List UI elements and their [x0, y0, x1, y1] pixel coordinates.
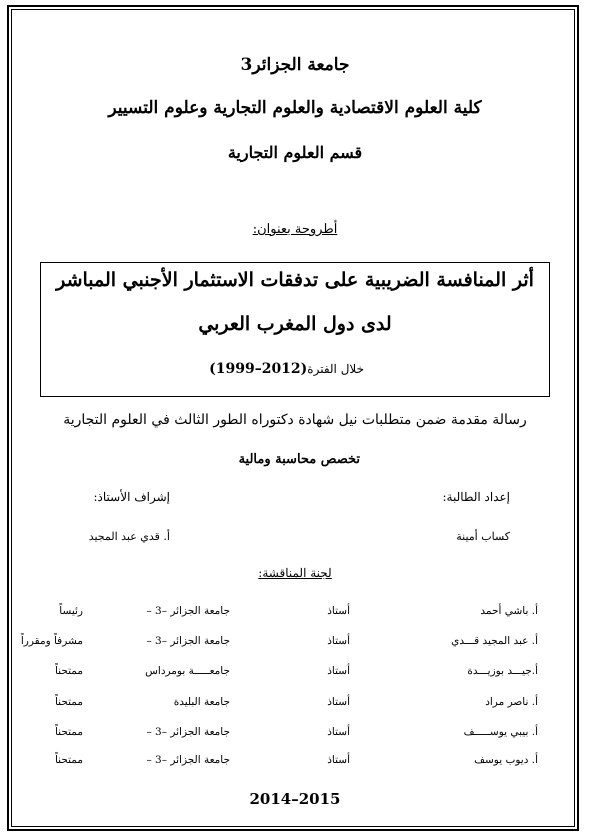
jury-title: أستاذ: [327, 605, 350, 617]
specialization: تخصص محاسبة ومالية: [238, 452, 360, 467]
jury-institution: جامعـــــة بومرداس: [145, 665, 230, 677]
student-label: إعداد الطالبة:: [442, 490, 510, 504]
thesis-description: رسالة مقدمة ضمن متطلبات نيل شهادة دكتوراه الطور الثالث في العلوم التجارية: [63, 412, 527, 428]
jury-title: أستاذ: [327, 635, 350, 647]
jury-row: [0, 605, 590, 623]
faculty-name: كلية العلوم الاقتصادية والعلوم التجارية وعلوم التسيير: [108, 98, 482, 118]
jury-institution: جامعة الجزائر –3 –: [146, 726, 230, 738]
jury-title: أستاذ: [327, 726, 350, 738]
jury-name: أ. ناصر مراد: [485, 696, 538, 708]
jury-role: ممتحناً: [54, 754, 83, 766]
jury-name: أ. ديوب يوسف: [474, 754, 538, 766]
student-name: كساب أمينة: [456, 530, 510, 543]
jury-row: [0, 726, 590, 744]
jury-role: ممتحناً: [54, 696, 83, 708]
jury-title: أستاذ: [327, 754, 350, 766]
jury-institution: جامعة الجزائر –3 –: [146, 754, 230, 766]
supervisor-name: أ. قدي عبد المجيد: [88, 530, 170, 543]
jury-institution: جامعة البليدة: [173, 696, 230, 708]
jury-name: أ. عبد المجيد قـــدي: [451, 635, 538, 647]
period-years: (1999–2012): [209, 361, 308, 377]
thesis-title-line2: لدى دول المغرب العربي: [198, 313, 392, 335]
thesis-period: [41, 361, 549, 377]
thesis-label: [0, 222, 590, 237]
jury-title: أستاذ: [327, 696, 350, 708]
jury-name: أ.جيـــد بوزيـــدة: [467, 665, 538, 677]
jury-role: مشرفاً ومقرراً: [20, 635, 83, 647]
jury-row: [0, 696, 590, 714]
jury-row: [0, 665, 590, 683]
jury-label-text: لجنة المناقشة:: [258, 566, 332, 580]
jury-institution: جامعة الجزائر –3 –: [146, 605, 230, 617]
jury-role: رئيساً: [59, 605, 83, 617]
jury-institution: جامعة الجزائر –3 –: [146, 635, 230, 647]
thesis-title-line1: أثر المنافسة الضريبية على تدفقات الاستثمار الأجنبي المباشر: [56, 269, 534, 291]
jury-row: [0, 635, 590, 653]
jury-label: [0, 566, 590, 580]
title-box: [40, 262, 550, 397]
thesis-label-text: أطروحة بعنوان:: [252, 222, 338, 237]
academic-year: 2015–2014: [249, 790, 341, 808]
jury-name: أ. بيبي يوســـــف: [463, 726, 538, 738]
university-name: جامعة الجزائر3: [240, 55, 350, 75]
supervisor-label: إشراف الأستاذ:: [93, 490, 170, 504]
jury-title: أستاذ: [327, 665, 350, 677]
period-prefix: خلال الفترة: [307, 362, 364, 376]
jury-role: ممتحناً: [54, 665, 83, 677]
jury-row: [0, 754, 590, 772]
department-name: قسم العلوم التجارية: [227, 143, 363, 162]
jury-role: ممتحناً: [54, 726, 83, 738]
jury-name: أ. باشي أحمد: [480, 605, 538, 617]
